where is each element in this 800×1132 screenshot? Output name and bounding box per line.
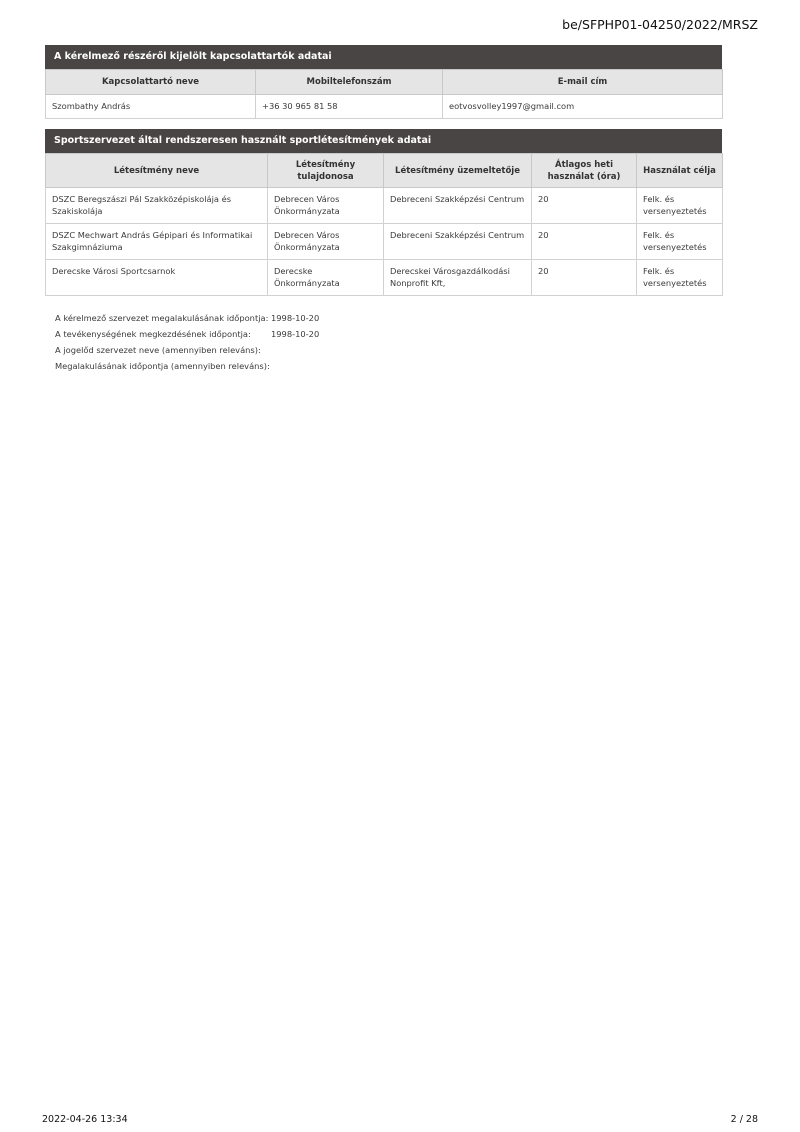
facilities-table: [45, 153, 723, 296]
activity-start-label: A tevékenységének megkezdésének időpontja:: [55, 329, 251, 339]
facility-operator: Derecskei Városgazdálkodási Nonprofit Kft,: [384, 260, 532, 296]
footer-timestamp: 2022-04-26 13:34: [42, 1114, 128, 1125]
column-header-mobile: Mobiltelefonszám: [256, 70, 443, 95]
facility-weekly-hours: 20: [532, 224, 637, 260]
founding-date-row: [55, 310, 319, 326]
facility-purpose: Felk. és versenyeztetés: [637, 224, 723, 260]
founding-date-value: 1998-10-20: [271, 313, 320, 323]
facility-operator: Debreceni Szakképzési Centrum: [384, 224, 532, 260]
facility-purpose: Felk. és versenyeztetés: [637, 188, 723, 224]
column-header-weekly-usage: Átlagos heti használat (óra): [532, 154, 637, 188]
column-header-facility-name: Létesítmény neve: [46, 154, 268, 188]
facility-weekly-hours: 20: [532, 188, 637, 224]
facility-weekly-hours: 20: [532, 260, 637, 296]
organization-info: [55, 310, 319, 374]
column-header-email: E-mail cím: [443, 70, 723, 95]
page-number: 2 / 28: [730, 1114, 758, 1125]
activity-start-row: [55, 326, 319, 342]
predecessor-name-row: [55, 342, 319, 358]
facility-purpose: Felk. és versenyeztetés: [637, 260, 723, 296]
contact-name: Szombathy András: [46, 95, 256, 119]
facilities-section: [45, 129, 722, 296]
facility-name: Derecske Városi Sportcsarnok: [46, 260, 268, 296]
facilities-section-title: Sportszervezet által rendszeresen használt sportlétesítmények adatai: [45, 129, 722, 153]
contact-mobile: +36 30 965 81 58: [256, 95, 443, 119]
facility-owner: Debrecen Város Önkormányzata: [268, 224, 384, 260]
facility-name: DSZC Mechwart András Gépipari és Informatikai Szakgimnáziuma: [46, 224, 268, 260]
table-row: [46, 224, 723, 260]
contacts-section-title: A kérelmező részéről kijelölt kapcsolattartók adatai: [45, 45, 722, 69]
facility-name: DSZC Beregszászi Pál Szakközépiskolája és Szakiskolája: [46, 188, 268, 224]
column-header-contact-name: Kapcsolattartó neve: [46, 70, 256, 95]
contacts-table: [45, 69, 723, 119]
activity-start-value: 1998-10-20: [271, 329, 320, 339]
facilities-header-row: [46, 154, 723, 188]
table-row: [46, 95, 723, 119]
predecessor-name-label: A jogelőd szervezet neve (amennyiben releváns):: [55, 345, 261, 355]
column-header-facility-owner: Létesítmény tulajdonosa: [268, 154, 384, 188]
predecessor-founding-label: Megalakulásának időpontja (amennyiben releváns):: [55, 361, 270, 371]
document-id: be/SFPHP01-04250/2022/MRSZ: [562, 17, 758, 32]
contact-email: eotvosvolley1997@gmail.com: [443, 95, 723, 119]
table-row: [46, 260, 723, 296]
facility-owner: Derecske Önkormányzata: [268, 260, 384, 296]
facility-operator: Debreceni Szakképzési Centrum: [384, 188, 532, 224]
founding-date-label: A kérelmező szervezet megalakulásának időpontja:: [55, 313, 269, 323]
contacts-section: [45, 45, 722, 119]
table-row: [46, 188, 723, 224]
facility-owner: Debrecen Város Önkormányzata: [268, 188, 384, 224]
column-header-facility-operator: Létesítmény üzemeltetője: [384, 154, 532, 188]
predecessor-founding-row: [55, 358, 319, 374]
column-header-usage-purpose: Használat célja: [637, 154, 723, 188]
contacts-header-row: [46, 70, 723, 95]
